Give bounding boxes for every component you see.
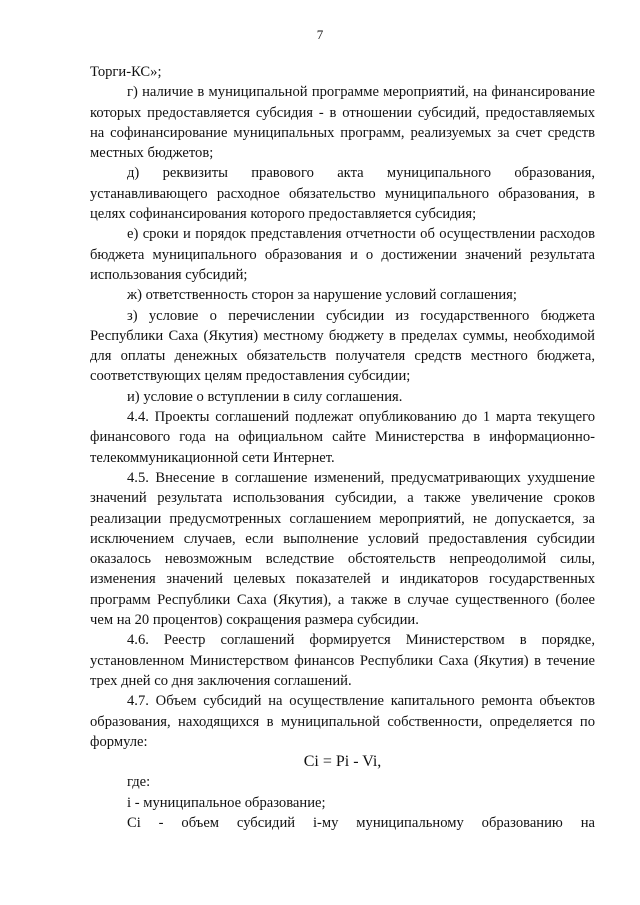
paragraph-item-z: з) условие о перечислении субсидии из государственного бюджета Республики Саха (Якутия) местному бюджету в пределах суммы, необходимой для оплаты денежных обязательств получателя средств местного бюджета, соответствующих целям предоставления субсидии; [90,307,595,385]
paragraph-4-6: 4.6. Реестр соглашений формируется Министерством в порядке, установленном Министерством финансов Республики Саха (Якутия) в течение трех дней со дня заключения соглашений. [90,632,595,689]
definition-intro: где: [127,774,151,791]
paragraph-continuation: Торги-КС»; [90,64,162,80]
paragraph-4-5: 4.5. Внесение в соглашение изменений, предусматривающих ухудшение значений результата использования субсидии, а также увеличение сроков реализации предусмотренных соглашением мероприятий, не допускается, за исключением случаев, если выполнение условий предоставления субсидии оказалось невозможным вследствие обстоятельств непреодолимой силы, изменения значений целевых показателей и индикаторов государственных программ Республики Саха (Якутия), а также в случае существенного (более чем на 20 процентов) сокращения размера субсидии. [90,469,595,629]
paragraph-item-e: е) сроки и порядок представления отчетности об осуществлении расходов бюджета муниципального образования и о достижении значений результата использования субсидий; [90,226,595,283]
formula: Ci = Pi - Vi, [303,753,382,771]
definition-ci: Ci - объем субсидий i-му муниципальному образованию на [127,814,595,831]
paragraph-4-7: 4.7. Объем субсидий на осуществление капитального ремонта объектов образования, находящихся в муниципальной собственности, определяется по формуле: [90,693,595,750]
definition-i: i - муниципальное образование; [127,794,326,811]
paragraph-item-zh: ж) ответственность сторон за нарушение условий соглашения; [127,287,517,304]
paragraph-4-4: 4.4. Проекты соглашений подлежат опубликованию до 1 марта текущего финансового года на официальном сайте Министерства в информационно-телекоммуникационной сети Интернет. [90,409,595,466]
paragraph-item-i: и) условие о вступлении в силу соглашения. [127,388,403,405]
page-number: 7 [316,27,324,42]
document-body [90,62,595,833]
paragraph-item-d: д) реквизиты правового акта муниципального образования, устанавливающего расходное обязательство муниципального образования, в целях софинансирования которого предоставляется субсидия; [90,165,595,223]
paragraph-item-g: г) наличие в муниципальной программе мероприятий, на финансирование которых предоставляется субсидия - в отношении субсидий, предоставляемых на софинансирование муниципальных программ, реализуемых за счет средств местных бюджетов; [90,84,595,162]
